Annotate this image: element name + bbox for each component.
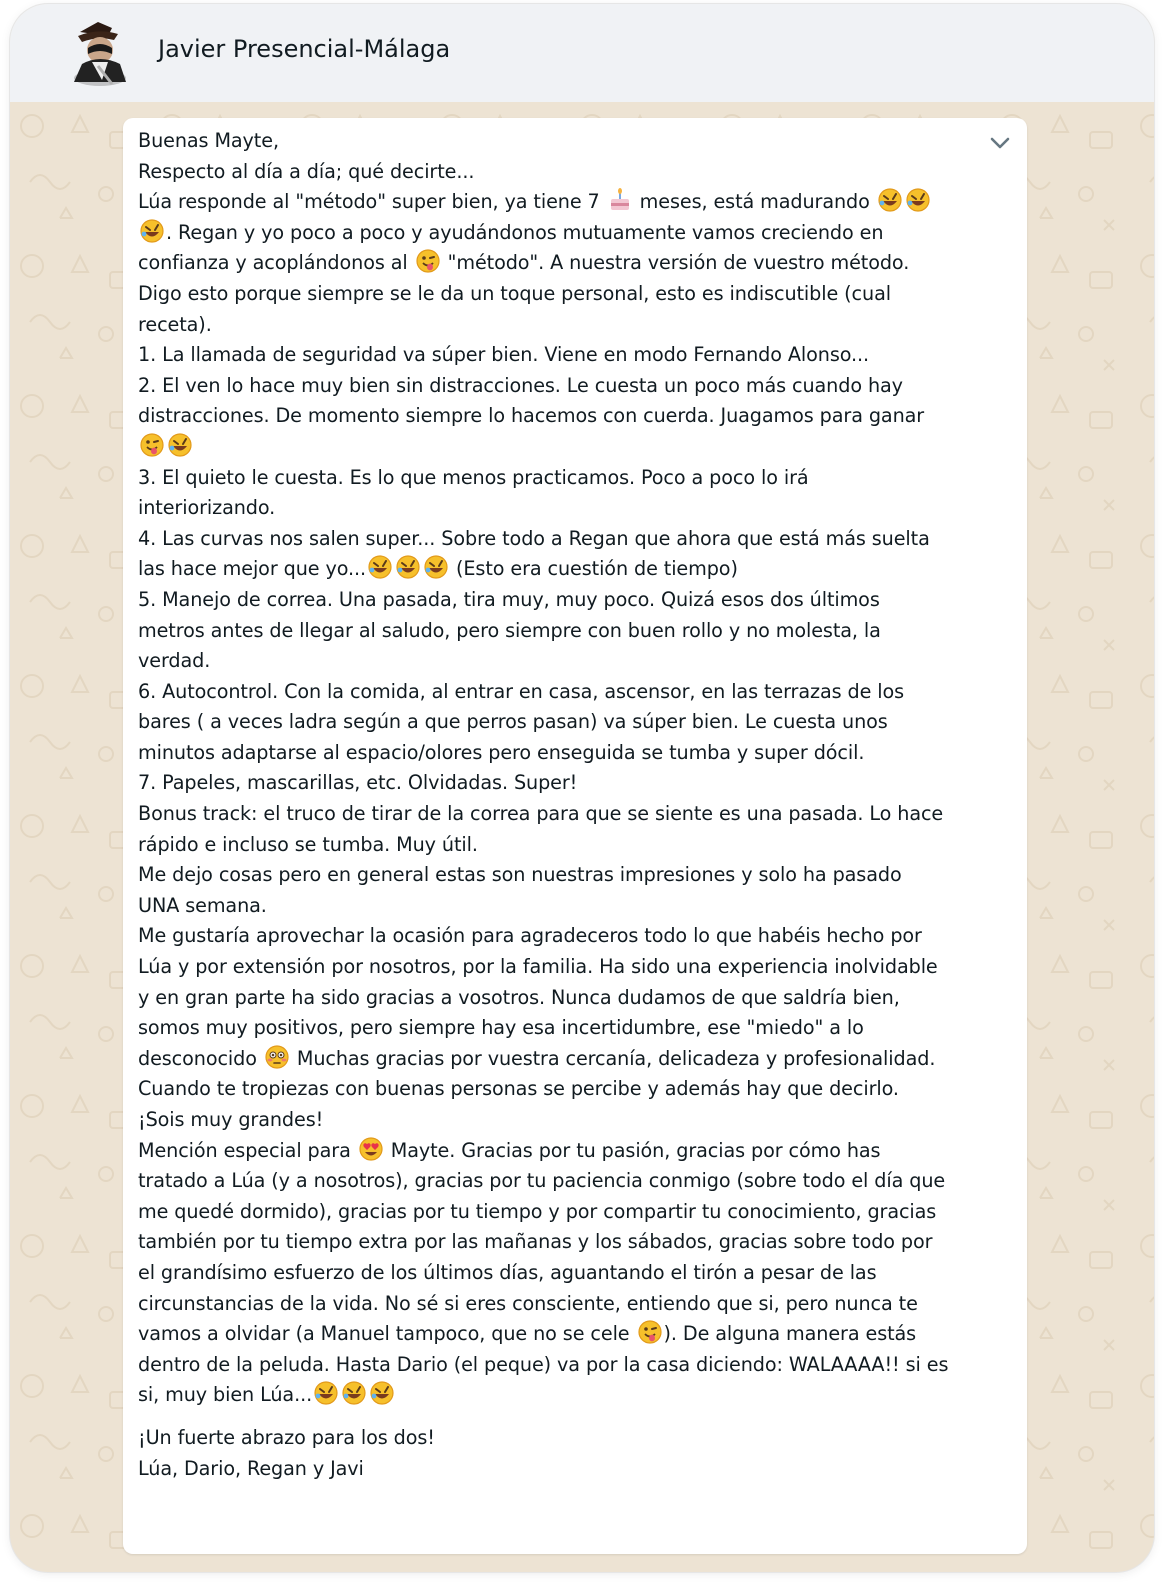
message-line: y en gran parte ha sido gracias a vosotros. Nunca dudamos de que saldría bien,	[138, 985, 900, 1009]
message-line: tratado a Lúa (y a nosotros), gracias por tu paciencia conmigo (sobre todo el día que	[138, 1169, 946, 1193]
message-line: 1. La llamada de seguridad va súper bien. Viene en modo Fernando Alonso...	[138, 343, 870, 367]
flushed-face-emoji	[264, 1044, 290, 1070]
message-line: Respecto al día a día; qué decirte...	[138, 159, 475, 183]
message-line: Lúa responde al "método" super bien, ya tiene 7 meses, está madurando	[138, 187, 1018, 218]
message-line: bares ( a veces ladra según a que perros pasan) va súper bien. Le cuesta unos	[138, 710, 888, 734]
message-bubble[interactable]	[123, 118, 1027, 1554]
winking-face-with-tongue-emoji	[637, 1319, 663, 1345]
message-line: minutos adaptarse al espacio/olores pero enseguida se tumba y super dócil.	[138, 740, 865, 764]
rolling-on-floor-laughing-emoji	[905, 187, 931, 213]
rolling-on-floor-laughing-emoji	[367, 554, 393, 580]
rolling-on-floor-laughing-emoji	[877, 187, 903, 213]
message-line: circunstancias de la vida. No sé si eres consciente, entiendo que si, pero nunca te	[138, 1291, 918, 1315]
rolling-on-floor-laughing-emoji	[423, 554, 449, 580]
winking-face-with-tongue-emoji	[139, 432, 165, 458]
message-line: interiorizando.	[138, 496, 276, 520]
message-line: Me dejo cosas pero en general estas son nuestras impresiones y solo ha pasado	[138, 863, 902, 887]
message-line: UNA semana.	[138, 893, 267, 917]
message-line: Buenas Mayte,	[138, 129, 279, 152]
winking-face-with-tongue-emoji	[415, 248, 441, 274]
message-line: ¡Un fuerte abrazo para los dos!	[138, 1425, 435, 1449]
message-line: somos muy positivos, pero siempre hay esa incertidumbre, ese "miedo" a lo	[138, 1016, 864, 1040]
paragraph-gap	[138, 1411, 1018, 1423]
message-line: 5. Manejo de correa. Una pasada, tira muy, muy poco. Quizá esos dos últimos	[138, 587, 880, 611]
rolling-on-floor-laughing-emoji	[369, 1380, 395, 1406]
message-line: 3. El quieto le cuesta. Es lo que menos practicamos. Poco a poco lo irá	[138, 465, 809, 489]
message-line: Lúa y por extensión por nosotros, por la familia. Ha sido una experiencia inolvidable	[138, 955, 938, 979]
message-line: . Regan y yo poco a poco y ayudándonos mutuamente vamos creciendo en	[138, 218, 1018, 249]
chat-window	[10, 4, 1154, 1572]
message-line: dentro de la peluda. Hasta Dario (el peque) va por la casa diciendo: WALAAAA!! si es	[138, 1352, 949, 1376]
message-line: Lúa, Dario, Regan y Javi	[138, 1456, 364, 1480]
message-line: 7. Papeles, mascarillas, etc. Olvidadas. Super!	[138, 771, 578, 795]
message-line: metros antes de llegar al saludo, pero siempre con buen rollo y no molesta, la	[138, 618, 881, 642]
message-line: Digo esto porque siempre se le da un toque personal, esto es indiscutible (cual	[138, 281, 891, 305]
message-line: Bonus track: el truco de tirar de la correa para que se siente es una pasada. Lo hace	[138, 802, 944, 826]
message-line: el grandísimo esfuerzo de los últimos días, aguantando el tirón a pesar de las	[138, 1260, 877, 1284]
message-line: Cuando te tropiezas con buenas personas se percibe y además hay que decirlo.	[138, 1077, 899, 1101]
rolling-on-floor-laughing-emoji	[341, 1380, 367, 1406]
message-line: las hace mejor que yo... (Esto era cuestión de tiempo)	[138, 554, 1018, 585]
message-line: si, muy bien Lúa...	[138, 1380, 1018, 1411]
rolling-on-floor-laughing-emoji	[167, 432, 193, 458]
message-line	[138, 432, 1018, 463]
rolling-on-floor-laughing-emoji	[139, 218, 165, 244]
message-line: me quedé dormido), gracias por tu tiempo y por compartir tu conocimiento, gracias	[138, 1199, 937, 1223]
message-line: receta).	[138, 312, 212, 336]
chat-header[interactable]	[10, 4, 1154, 102]
message-line: rápido e incluso se tumba. Muy útil.	[138, 832, 478, 856]
rolling-on-floor-laughing-emoji	[395, 554, 421, 580]
birthday-cake-emoji	[607, 187, 633, 213]
rolling-on-floor-laughing-emoji	[313, 1380, 339, 1406]
message-line: también por tu tiempo extra por las mañanas y los sábados, gracias sobre todo por	[138, 1230, 933, 1254]
message-line: 2. El ven lo hace muy bien sin distracciones. Le cuesta un poco más cuando hay	[138, 373, 903, 397]
message-line: 4. Las curvas nos salen super... Sobre todo a Regan que ahora que está más suelta	[138, 526, 930, 550]
message-line: verdad.	[138, 649, 211, 673]
heart-eyes-emoji	[358, 1136, 384, 1162]
message-line: Me gustaría aprovechar la ocasión para agradeceros todo lo que habéis hecho por	[138, 924, 922, 948]
avatar[interactable]	[68, 18, 132, 86]
message-line: 6. Autocontrol. Con la comida, al entrar en casa, ascensor, en las terrazas de los	[138, 679, 905, 703]
contact-name[interactable]: Javier Presencial-Málaga	[158, 35, 451, 63]
message-text	[138, 126, 1018, 1484]
message-line: ¡Sois muy grandes!	[138, 1108, 324, 1131]
message-line: desconocido Muchas gracias por vuestra cercanía, delicadeza y profesionalidad.	[138, 1044, 1018, 1075]
message-line: confianza y acoplándonos al "método". A nuestra versión de vuestro método.	[138, 248, 1018, 279]
message-line: Mención especial para Mayte. Gracias por tu pasión, gracias por cómo has	[138, 1136, 1018, 1167]
message-line: distracciones. De momento siempre lo hacemos con cuerda. Juagamos para ganar	[138, 404, 925, 428]
message-line: vamos a olvidar (a Manuel tampoco, que no se cele ). De alguna manera estás	[138, 1319, 1018, 1350]
